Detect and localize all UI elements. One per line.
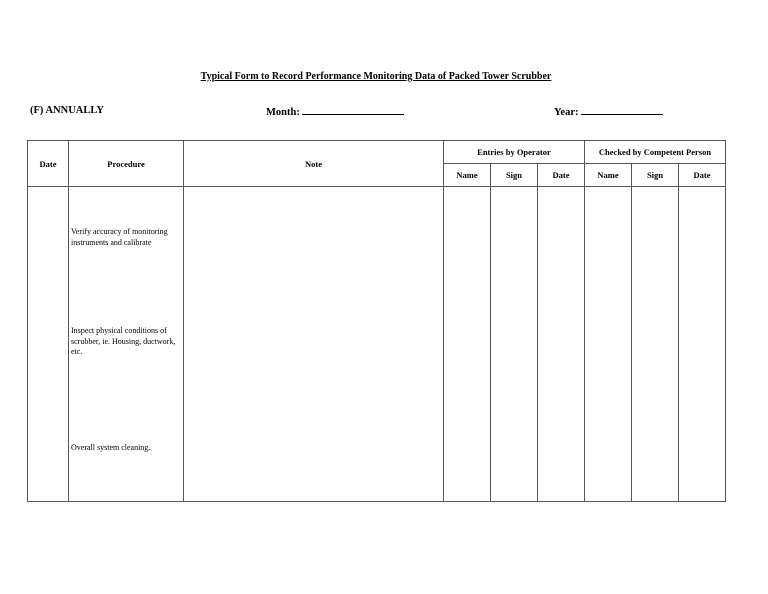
date-cell[interactable] <box>28 187 69 502</box>
header-operator-date: Date <box>538 164 585 187</box>
frequency-label: (F) ANNUALLY <box>30 105 104 116</box>
header-date: Date <box>28 141 69 187</box>
header-note: Note <box>184 141 444 187</box>
form-title: Typical Form to Record Performance Monitoring Data of Packed Tower Scrubber <box>200 71 552 82</box>
year-label: Year: <box>554 107 579 118</box>
checker-sign-cell[interactable] <box>632 187 679 502</box>
month-blank[interactable] <box>302 105 404 115</box>
procedure-cell <box>69 187 184 502</box>
header-operator-name: Name <box>444 164 491 187</box>
header-procedure: Procedure <box>69 141 184 187</box>
year-field[interactable] <box>554 105 663 118</box>
year-blank[interactable] <box>581 105 663 115</box>
monitoring-table <box>27 140 726 502</box>
header-entries-by-operator: Entries by Operator <box>444 141 585 164</box>
note-cell[interactable] <box>184 187 444 502</box>
operator-name-cell[interactable] <box>444 187 491 502</box>
operator-sign-cell[interactable] <box>491 187 538 502</box>
header-checker-name: Name <box>585 164 632 187</box>
header-checked-by-competent-person: Checked by Competent Person <box>585 141 726 164</box>
procedure-item: Overall system cleaning. <box>71 443 151 452</box>
header-checker-sign: Sign <box>632 164 679 187</box>
procedure-item: Verify accuracy of monitoring instruments and calibrate <box>71 227 168 247</box>
month-label: Month: <box>266 107 300 118</box>
header-operator-sign: Sign <box>491 164 538 187</box>
operator-date-cell[interactable] <box>538 187 585 502</box>
header-checker-date: Date <box>679 164 726 187</box>
checker-date-cell[interactable] <box>679 187 726 502</box>
checker-name-cell[interactable] <box>585 187 632 502</box>
procedure-item: Inspect physical conditions of scrubber, ie. Housing, ductwork, etc. <box>71 326 176 356</box>
month-field[interactable] <box>266 105 404 118</box>
